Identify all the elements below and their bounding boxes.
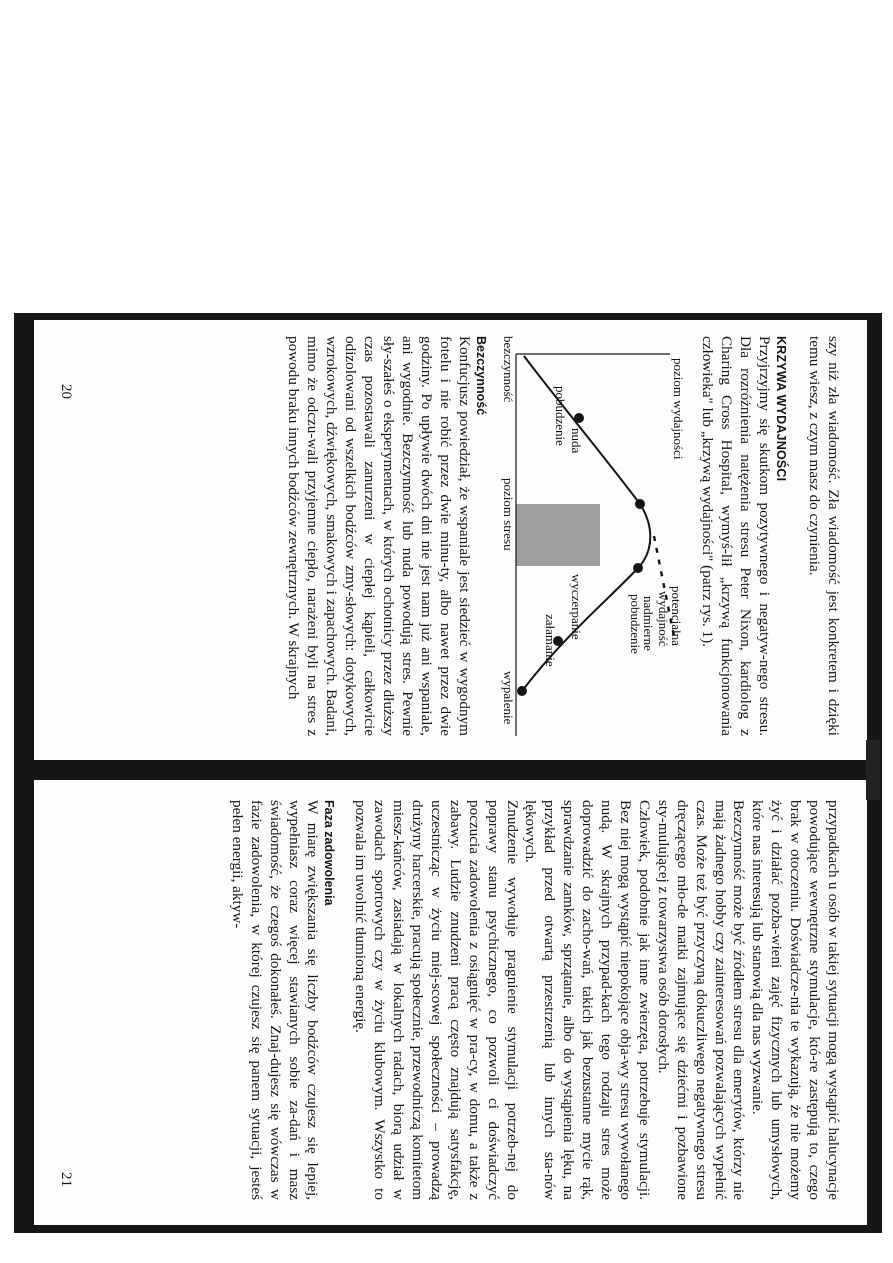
gutter-shadow <box>866 740 880 800</box>
label-wydajnosc: wydajność <box>655 591 671 647</box>
label-nuda: nuda <box>568 428 584 454</box>
label-pobudzenie: pobudzenie <box>552 386 568 446</box>
figure-axis-labels-row <box>498 336 516 736</box>
label-wypalenie: wypalenie <box>500 671 516 725</box>
right-para-1: przypadkach u osób w takiej sytuacji mogą wystąpić halucynacje powodujące wewnętrzne stymulacje, któ-re zastępują to, czego brak w otoczeniu. Doświadcze-nia te wykazują, że nie możemy żyć i działać pozba-wieni zajęć fizycznych lub umysłowych, które nas interesują lub stanowią dla nas wyzwanie. <box>749 800 842 1200</box>
right-page-number: 21 <box>58 1172 74 1187</box>
point-optimum-right <box>633 563 643 573</box>
label-zalamanie: załamanie <box>542 614 558 667</box>
right-page-column <box>37 800 842 1200</box>
point-nuda <box>574 413 584 423</box>
performance-curve-figure <box>516 336 684 736</box>
section-faza-text: W miarę zwiększania się liczby bodźców czujesz się lepiej, wypełniasz coraz więcej stawianych sobie za-dań i masz świadomość, że czegoś dokonałeś. Znaj-dujesz się wówczas w fazie zadowolenia, w której czujesz się panem sytuacji, jesteś pełen energii, aktyw- <box>228 800 322 1200</box>
right-para-4: Znudzenie wywołuje pragnienie stymulacji potrzeb-nej do poprawy stanu psychicznego, co pozwoli ci doświadczyć poczucia zadowolenia z osiągnięć w pra-cy, w domu, a także z zabawy. Ludzie znudzeni pracą często znajdują satysfakcję, uczestnicząc w życiu miej-scowej społeczności – prowadzą drużyny harcerskie, pracują społecznie, przewodniczą komitetom miesz-kańców, zasiadają w lokalnych radach, biorą udział w zawodach sportowych czy w życiu klubowym. Wszystko to pozwala im uwolnić tłumioną energię. <box>352 800 521 1200</box>
heading-krzywa-wydajnosci: KRZYWA WYDAJNOŚCI <box>774 336 789 482</box>
label-wyczerpanie: wyczerpanie <box>568 574 584 640</box>
heading-bezczynnosc: Bezczynność <box>473 336 488 416</box>
optimum-zone-shade <box>516 504 600 566</box>
section-bezczynnosc-text: Konfucjusz powiedział, że wspaniale jest siedzieć w wygodnym fotelu i nie robić przez dwie minu-ty, albo nawet przez dwie godziny. Po upływie dwóch dni nie jest nam już ani wspaniale, ani wygodnie. Bezczynność lub nuda powodują stres. Pewnie sły-szałeś o eksperymentach, w których ochotnicy przez dłuższy czas pozostawali zanurzeni w ciepłej kąpieli, całkowicie odizolowani od wszelkich bodźców zmy-słowych: dotykowych, wzrokowych, dźwiękowych, smakowych i zapachowych. Badani, mimo że odczu-wali przyjemne ciepło, narażeni byli na stres z powodu braku innych bodźców zewnętrznych. W skrajnych <box>285 336 473 736</box>
section-krzywa-text: Przyjrzyjmy się skutkom pozytywnego i negatyw-nego stresu. Dla rozróżnienia natężenia stresu Peter Nixon, kardiolog z Charing Cross Hospital, wymyś-lił „krzywą funkcjonowania człowieka" lub „krzywą wydajności" (patrz rys. 1). <box>699 336 774 736</box>
performance-curve-svg <box>516 336 684 736</box>
label-pobudzenie-2: pobudzenie <box>627 594 643 654</box>
y-axis-label: poziom wydajności <box>670 358 686 460</box>
label-nadmierne: nadmierne <box>640 596 656 651</box>
label-poziom-stresu: poziom stresu <box>500 478 516 551</box>
left-intro: szy niż zła wiadomość. Zła wiadomość jest konkretem i dzięki temu wiesz, z czym masz do czynienia. <box>806 336 842 736</box>
point-wypalenie <box>517 686 527 696</box>
left-page-column <box>37 336 842 736</box>
right-para-3: Człowiek, podobnie jak inne zwierzęta, potrzebuje stymulacji. Bez niej mogą wystąpić niepokojące obja-wy stresu wywołanego nudą. W skrajnych przypad-kach tego rodzaju stres może doprowadzić do zacho-wań, takich jak bezustanne mycie rąk, sprawdzanie zamków, sprzątanie, albo do wystąpienia lęku, na przykład przed otwartą przestrzenią lub innych sta-nów lękowych. <box>522 800 653 1200</box>
left-page-number: 20 <box>58 384 74 399</box>
label-potencjalna: potencjalna <box>668 586 684 646</box>
label-bezczynnosc: bezczynność <box>500 336 516 403</box>
point-optimum-left <box>635 499 645 509</box>
heading-faza-zadowolenia: Faza zadowolenia <box>322 800 337 906</box>
right-para-2: Bezczynność może być źródłem stresu dla emerytów, którzy nie mają żadnego hobby czy zainteresowań pozwalających wypełnić czas. Może też być przyczyną dokuczliwego negatywnego stresu dręczącego mło-de matki zajmujące się dziećmi i pozbawione sty-mulującej z towarzystwa osób dorosłych. <box>654 800 748 1200</box>
